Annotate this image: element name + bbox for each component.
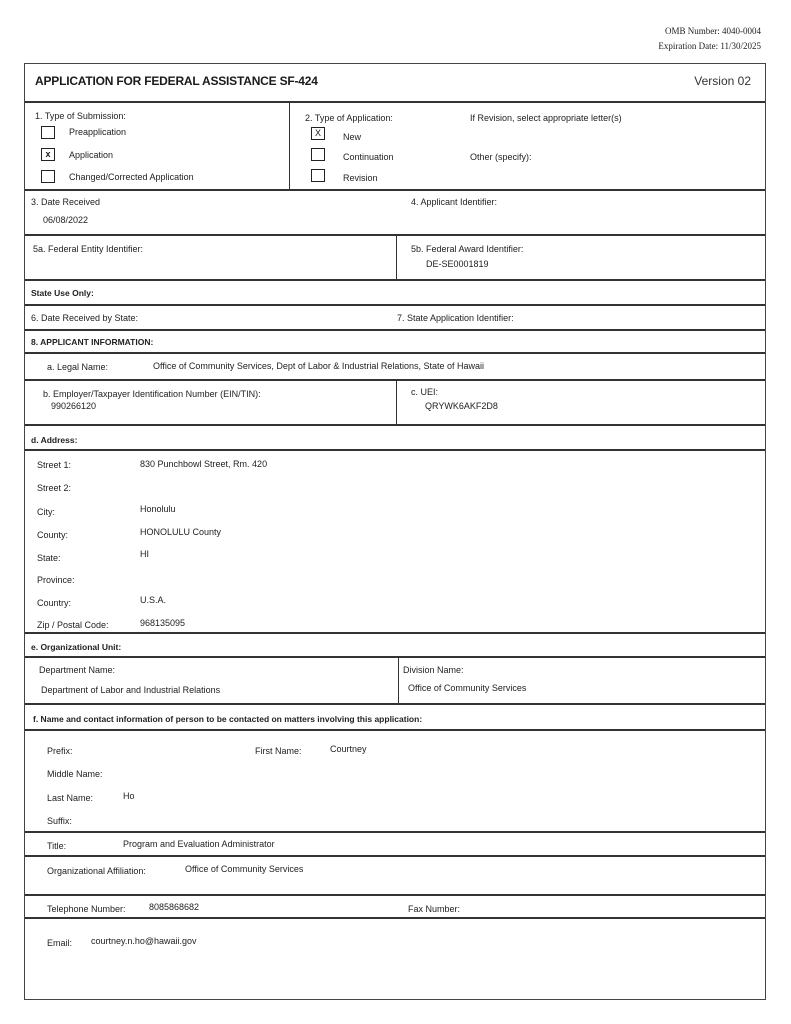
department-name-value: Department of Labor and Industrial Relations: [41, 685, 221, 695]
fax-label: Fax Number:: [408, 904, 461, 914]
divider: [25, 729, 765, 731]
org-affiliation-value: Office of Community Services: [185, 864, 304, 874]
contact-section-label: f. Name and contact information of person to be contacted on matters involving this application:: [33, 714, 423, 724]
first-name-value: Courtney: [330, 744, 367, 754]
date-received-by-state-label: 6. Date Received by State:: [31, 313, 139, 323]
checkbox-new[interactable]: X: [311, 127, 325, 140]
email-value: courtney.n.ho@hawaii.gov: [91, 936, 197, 946]
legal-name-label: a. Legal Name:: [47, 362, 109, 372]
federal-award-identifier-value: DE-SE0001819: [426, 259, 489, 269]
divider: [25, 329, 765, 331]
last-name-label: Last Name:: [47, 793, 94, 803]
telephone-value: 8085868682: [149, 902, 200, 912]
city-label: City:: [37, 507, 55, 517]
date-received-label: 3. Date Received: [31, 197, 101, 207]
type-of-submission-label: 1. Type of Submission:: [35, 111, 126, 121]
divider: [25, 279, 765, 281]
option-revision: Revision: [343, 173, 378, 183]
org-unit-section-label: e. Organizational Unit:: [31, 642, 122, 652]
federal-award-identifier-label: 5b. Federal Award Identifier:: [411, 244, 524, 254]
county-label: County:: [37, 530, 69, 540]
state-value: HI: [140, 549, 149, 559]
division-name-label: Division Name:: [403, 665, 464, 675]
divider: [25, 379, 765, 381]
city-value: Honolulu: [140, 504, 176, 514]
uei-value: QRYWK6AKF2D8: [425, 401, 498, 411]
divider: [25, 189, 765, 191]
divider: [25, 632, 765, 634]
state-application-identifier-label: 7. State Application Identifier:: [397, 313, 514, 323]
option-changed-corrected: Changed/Corrected Application: [69, 172, 194, 182]
option-application: Application: [69, 150, 114, 160]
contact-title-label: Title:: [47, 841, 67, 851]
telephone-label: Telephone Number:: [47, 904, 126, 914]
divider: [25, 449, 765, 451]
federal-entity-identifier-label: 5a. Federal Entity Identifier:: [33, 244, 144, 254]
street1-value: 830 Punchbowl Street, Rm. 420: [140, 459, 268, 469]
country-value: U.S.A.: [140, 595, 167, 605]
address-section-label: d. Address:: [31, 435, 78, 445]
email-label: Email:: [47, 938, 73, 948]
prefix-label: Prefix:: [47, 746, 73, 756]
zip-label: Zip / Postal Code:: [37, 620, 109, 630]
omb-info: [658, 24, 761, 54]
checkbox-application[interactable]: x: [41, 148, 55, 161]
department-name-label: Department Name:: [39, 665, 116, 675]
checkbox-continuation[interactable]: [311, 148, 325, 161]
form-version: Version 02: [694, 74, 751, 88]
street1-label: Street 1:: [37, 460, 72, 470]
other-specify-label: Other (specify):: [470, 152, 532, 162]
middle-name-label: Middle Name:: [47, 769, 103, 779]
divider: [25, 917, 765, 919]
omb-number: OMB Number: 4040-0004: [665, 26, 761, 36]
divider: [25, 424, 765, 426]
org-affiliation-label: Organizational Affiliation:: [47, 866, 146, 876]
country-label: Country:: [37, 598, 72, 608]
divider: [25, 855, 765, 857]
last-name-value: Ho: [123, 791, 135, 801]
revision-letter-label: If Revision, select appropriate letter(s): [470, 113, 622, 123]
divider: [25, 831, 765, 833]
state-use-only-label: State Use Only:: [31, 288, 94, 298]
uei-label: c. UEI:: [411, 387, 439, 397]
option-new: New: [343, 132, 362, 142]
divider: [25, 894, 765, 896]
division-name-value: Office of Community Services: [408, 683, 527, 693]
divider: [289, 102, 290, 190]
ein-label: b. Employer/Taxpayer Identification Number (EIN/TIN):: [43, 389, 261, 399]
form-title: APPLICATION FOR FEDERAL ASSISTANCE SF-424: [35, 74, 318, 88]
ein-value: 990266120: [51, 401, 97, 411]
applicant-identifier-label: 4. Applicant Identifier:: [411, 197, 498, 207]
street2-label: Street 2:: [37, 483, 72, 493]
divider: [25, 703, 765, 705]
divider: [396, 380, 397, 424]
checkbox-changed-corrected[interactable]: [41, 170, 55, 183]
first-name-label: First Name:: [255, 746, 302, 756]
zip-value: 968135095: [140, 618, 186, 628]
legal-name-value: Office of Community Services, Dept of Labor & Industrial Relations, State of Hawaii: [153, 361, 484, 371]
suffix-label: Suffix:: [47, 816, 72, 826]
province-label: Province:: [37, 575, 75, 585]
option-continuation: Continuation: [343, 152, 394, 162]
state-label: State:: [37, 553, 61, 563]
divider: [25, 656, 765, 658]
checkbox-preapplication[interactable]: [41, 126, 55, 139]
divider: [25, 304, 765, 306]
divider: [398, 657, 399, 703]
option-preapplication: Preapplication: [69, 127, 127, 137]
divider: [396, 235, 397, 279]
checkbox-revision[interactable]: [311, 169, 325, 182]
type-of-application-label: 2. Type of Application:: [305, 113, 393, 123]
divider: [25, 101, 765, 103]
applicant-info-section-label: 8. APPLICANT INFORMATION:: [31, 337, 154, 347]
contact-title-value: Program and Evaluation Administrator: [123, 839, 275, 849]
divider: [25, 234, 765, 236]
expiration-date: Expiration Date: 11/30/2025: [658, 41, 761, 51]
divider: [25, 352, 765, 354]
date-received-value: 06/08/2022: [43, 215, 89, 225]
sf424-form: [24, 63, 766, 1000]
county-value: HONOLULU County: [140, 527, 222, 537]
